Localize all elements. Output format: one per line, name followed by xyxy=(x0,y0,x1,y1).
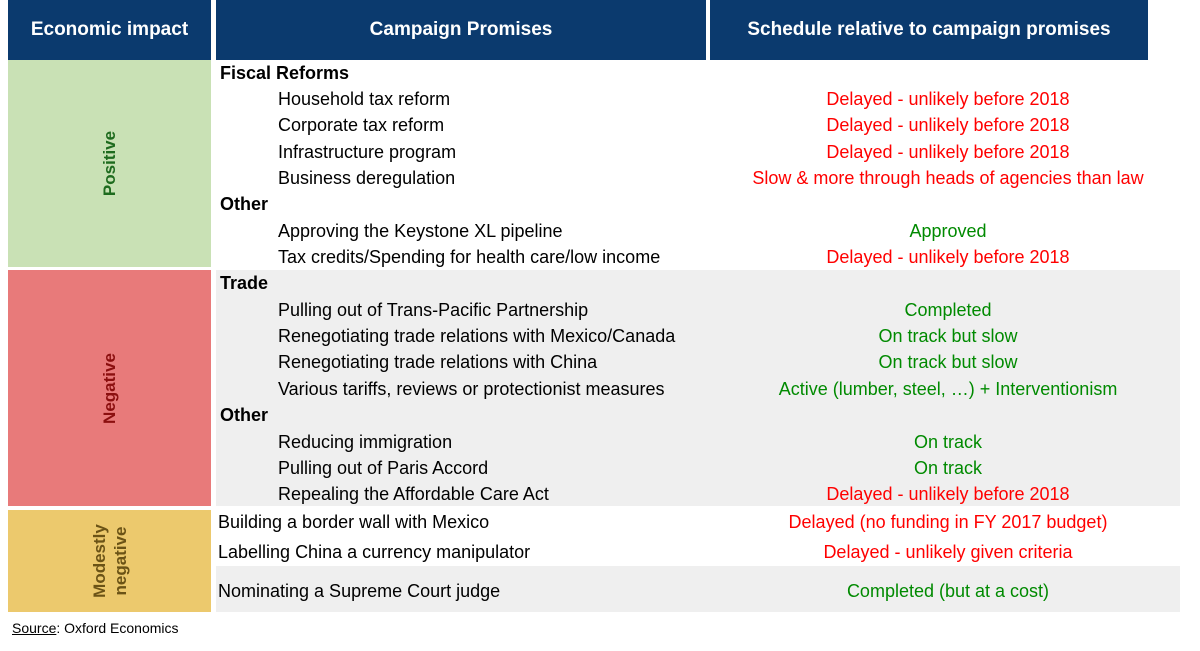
promise-text: Nominating a Supreme Court judge xyxy=(218,581,501,601)
table-row xyxy=(216,139,1180,165)
header-schedule: Schedule relative to campaign promises xyxy=(710,0,1148,60)
promise-text: Approving the Keystone XL pipeline xyxy=(278,221,563,241)
promise-text: Infrastructure program xyxy=(278,142,457,162)
promise-text: Renegotiating trade relations with Mexico/Canada xyxy=(278,326,676,346)
table-row xyxy=(216,402,1180,428)
category-modestly-line2: negative xyxy=(110,526,130,596)
promise-text: Pulling out of Paris Accord xyxy=(278,458,489,478)
promise-text: Reducing immigration xyxy=(278,432,453,452)
table-row xyxy=(216,297,1180,323)
table-row xyxy=(216,578,1180,604)
table-row xyxy=(216,60,1180,86)
status-text: Active (lumber, steel, …) + Interventionism xyxy=(778,379,1118,399)
status-text: Delayed - unlikely before 2018 xyxy=(826,89,1070,109)
category-modestly-negative-label xyxy=(89,524,131,598)
promise-text: Tax credits/Spending for health care/low income xyxy=(278,247,661,267)
category-negative xyxy=(8,270,211,506)
status-text: On track but slow xyxy=(878,326,1018,346)
status-text: Approved xyxy=(909,221,987,241)
table-row xyxy=(216,429,1180,455)
status-text: Completed (but at a cost) xyxy=(846,581,1050,601)
table-row xyxy=(216,191,1180,217)
category-positive-label: Positive xyxy=(99,130,119,197)
promise-text: Business deregulation xyxy=(278,168,456,188)
category-modestly-line1: Modestly xyxy=(89,524,109,598)
group-heading-trade: Trade xyxy=(220,273,269,293)
category-modestly-negative xyxy=(8,510,211,612)
table-row xyxy=(216,270,1180,296)
status-text: On track xyxy=(913,432,983,452)
status-text: Delayed (no funding in FY 2017 budget) xyxy=(788,512,1108,532)
table-row xyxy=(216,244,1180,270)
status-text: On track xyxy=(913,458,983,478)
header-economic-impact: Economic impact xyxy=(8,0,211,60)
promise-text: Household tax reform xyxy=(278,89,451,109)
promise-text: Corporate tax reform xyxy=(278,115,445,135)
status-text: Delayed - unlikely before 2018 xyxy=(826,115,1070,135)
header-campaign-promises: Campaign Promises xyxy=(216,0,706,60)
status-text: Delayed - unlikely before 2018 xyxy=(826,142,1070,162)
category-negative-label: Negative xyxy=(100,352,119,424)
category-positive xyxy=(8,60,211,267)
source-text: : Oxford Economics xyxy=(56,620,179,636)
promise-text: Labelling China a currency manipulator xyxy=(218,542,531,562)
table-row xyxy=(216,455,1180,481)
table-row xyxy=(216,509,1180,535)
table-row xyxy=(216,323,1180,349)
group-heading-other: Other xyxy=(220,405,269,425)
table-row xyxy=(216,349,1180,375)
source-note xyxy=(12,620,179,636)
promise-text: Various tariffs, reviews or protectionist measures xyxy=(278,379,665,399)
table-row xyxy=(216,86,1180,112)
group-heading-other: Other xyxy=(220,194,269,214)
promise-text: Pulling out of Trans-Pacific Partnership xyxy=(278,300,589,320)
promise-text: Renegotiating trade relations with China xyxy=(278,352,598,372)
promise-text: Building a border wall with Mexico xyxy=(218,512,490,532)
status-text: On track but slow xyxy=(878,352,1018,372)
status-text: Delayed - unlikely before 2018 xyxy=(826,484,1070,504)
table-row xyxy=(216,165,1180,191)
status-text: Delayed - unlikely before 2018 xyxy=(826,247,1070,267)
group-heading-fiscal-reforms: Fiscal Reforms xyxy=(220,63,350,83)
source-label: Source xyxy=(12,620,57,636)
table-row xyxy=(216,218,1180,244)
table-row xyxy=(216,112,1180,138)
status-text: Completed xyxy=(904,300,992,320)
table-row xyxy=(216,539,1180,565)
status-text: Delayed - unlikely given criteria xyxy=(823,542,1073,562)
table-row xyxy=(216,481,1180,507)
status-text: Slow & more through heads of agencies than law xyxy=(752,168,1144,188)
promise-text: Repealing the Affordable Care Act xyxy=(278,484,549,504)
table-row xyxy=(216,376,1180,402)
